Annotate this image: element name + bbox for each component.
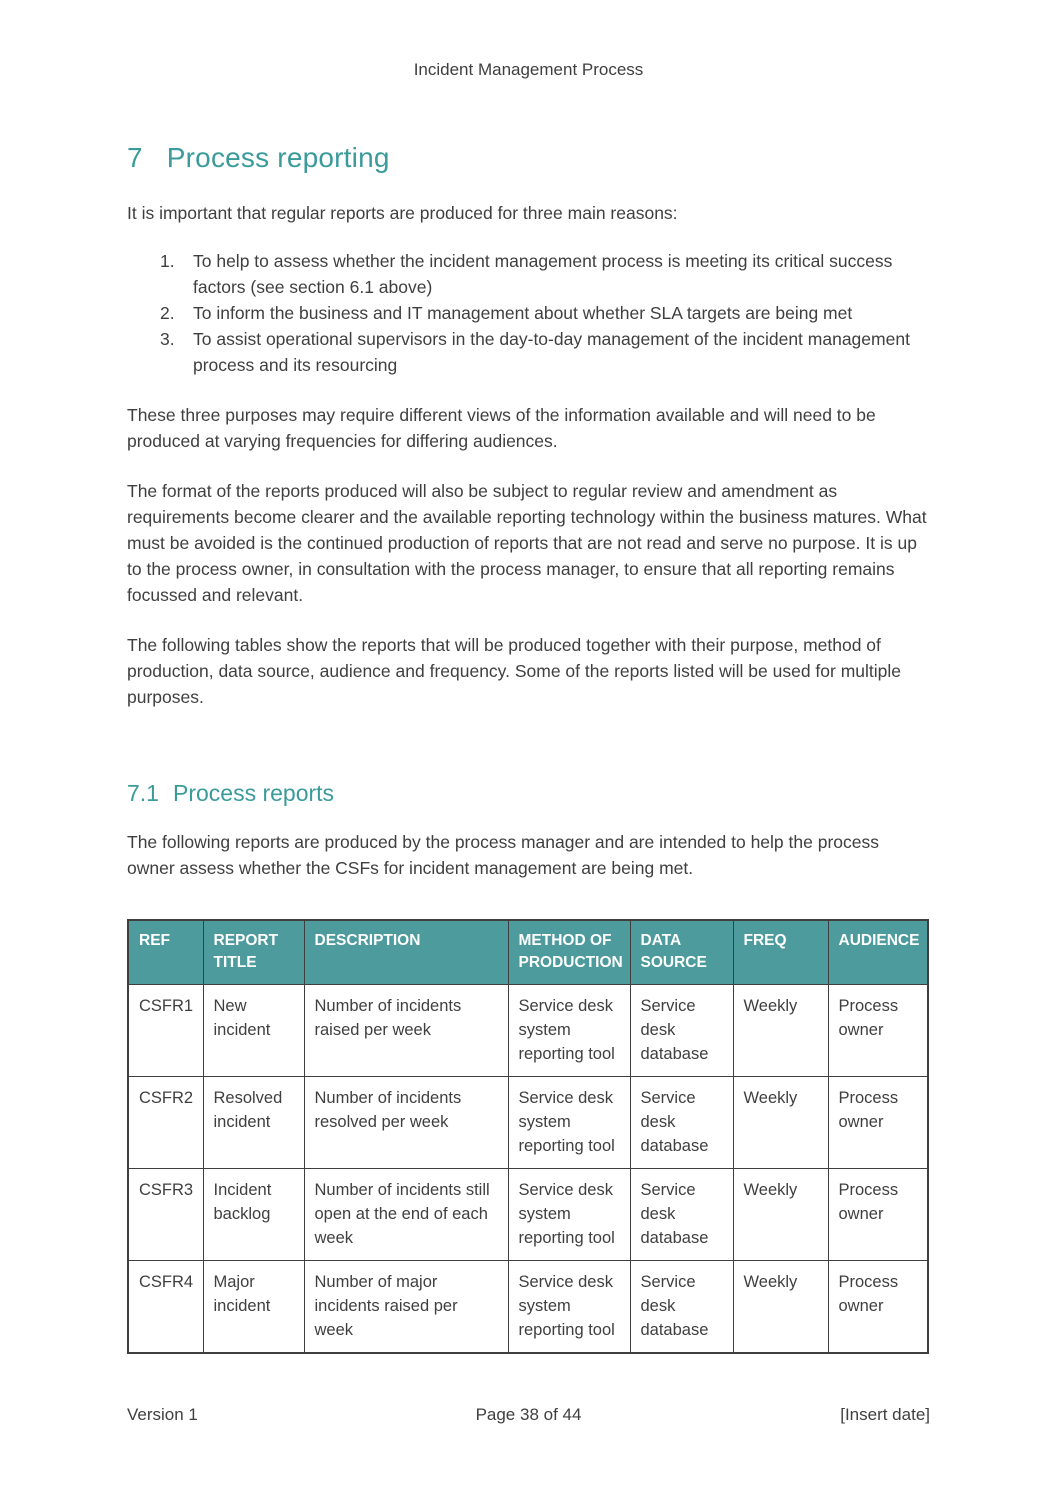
- table-header-cell: AUDIENCE: [828, 920, 928, 985]
- table-cell: Incident backlog: [203, 1169, 304, 1261]
- table-header-cell: FREQ: [733, 920, 828, 985]
- table-cell: Service desk system reporting tool: [508, 1169, 630, 1261]
- table-row: [128, 1169, 928, 1261]
- table-cell: Service desk system reporting tool: [508, 1261, 630, 1354]
- table-cell: Number of incidents resolved per week: [304, 1077, 508, 1169]
- table-row: [128, 1077, 928, 1169]
- table-cell: Major incident: [203, 1261, 304, 1354]
- list-item: [127, 326, 930, 378]
- footer-page-number: Page 38 of 44: [475, 1405, 582, 1424]
- body-paragraph: These three purposes may require different views of the information available and will need to be produced at varying frequencies for differing audiences.: [127, 405, 876, 451]
- body-paragraph: The format of the reports produced will also be subject to regular review and amendment as requirements become clearer and the available reporting technology within the business matures. What must be avoided is the continued production of reports that are not read and serve no purpose. It is up to the process owner, in consultation with the process manager, to ensure that all reporting remains focussed and relevant.: [127, 481, 927, 605]
- subsection-heading: [127, 780, 930, 807]
- document-footer: [127, 1405, 930, 1425]
- list-item: [127, 248, 930, 300]
- table-cell: Weekly: [733, 1077, 828, 1169]
- footer-date-placeholder: [Insert date]: [840, 1405, 930, 1424]
- table-cell: Process owner: [828, 1077, 928, 1169]
- table-cell: CSFR1: [128, 985, 203, 1077]
- table-row: [128, 1261, 928, 1354]
- table-cell: Service desk system reporting tool: [508, 1077, 630, 1169]
- document-header-title: Incident Management Process: [413, 60, 644, 79]
- body-paragraph: The following tables show the reports that will be produced together with their purpose, method of production, data source, audience and frequency. Some of the reports listed will be used for multiple purposes.: [127, 635, 902, 707]
- table-cell: CSFR2: [128, 1077, 203, 1169]
- list-item-text: To help to assess whether the incident management process is meeting its critical success factors (see section 6.1 above): [193, 251, 893, 297]
- table-cell: Process owner: [828, 985, 928, 1077]
- numbered-list: [127, 248, 930, 378]
- section-intro-paragraph: It is important that regular reports are produced for three main reasons:: [127, 203, 678, 223]
- table-cell: Number of incidents raised per week: [304, 985, 508, 1077]
- list-item-number: 2.: [160, 303, 175, 323]
- table-cell: Service desk database: [630, 1169, 733, 1261]
- subsection-intro-paragraph: The following reports are produced by the process manager and are intended to help the process owner assess whether the CSFs for incident management are being met.: [127, 832, 879, 878]
- subsection-title: Process reports: [172, 780, 335, 806]
- list-item-number: 1.: [160, 251, 175, 271]
- table-cell: Weekly: [733, 1169, 828, 1261]
- table-cell: Service desk database: [630, 1261, 733, 1354]
- section-title: Process reporting: [166, 142, 390, 173]
- section-heading: [127, 142, 930, 174]
- footer-version: Version 1: [127, 1405, 198, 1424]
- process-reports-table: [127, 919, 929, 1354]
- list-item-text: To inform the business and IT management about whether SLA targets are being met: [193, 303, 853, 323]
- table-cell: Number of major incidents raised per week: [304, 1261, 508, 1354]
- list-item-number: 3.: [160, 329, 175, 349]
- table-cell: CSFR4: [128, 1261, 203, 1354]
- table-header-cell: REF: [128, 920, 203, 985]
- table-cell: Weekly: [733, 985, 828, 1077]
- table-header-cell: DESCRIPTION: [304, 920, 508, 985]
- table-cell: Service desk system reporting tool: [508, 985, 630, 1077]
- table-header-cell: METHOD OF PRODUCTION: [508, 920, 630, 985]
- subsection-number: 7.1: [127, 780, 159, 806]
- table-cell: Process owner: [828, 1261, 928, 1354]
- table-cell: Resolved incident: [203, 1077, 304, 1169]
- table-cell: Service desk database: [630, 1077, 733, 1169]
- list-item: [127, 300, 930, 326]
- table-header-cell: REPORT TITLE: [203, 920, 304, 985]
- table-row: [128, 985, 928, 1077]
- table-cell: CSFR3: [128, 1169, 203, 1261]
- table-header-row: [128, 920, 928, 985]
- table-cell: Process owner: [828, 1169, 928, 1261]
- section-number: 7: [127, 142, 143, 173]
- table-cell: Service desk database: [630, 985, 733, 1077]
- list-item-text: To assist operational supervisors in the day-to-day management of the incident management process and its resourcing: [193, 329, 910, 375]
- table-header-cell: DATA SOURCE: [630, 920, 733, 985]
- table-cell: New incident: [203, 985, 304, 1077]
- table-cell: Weekly: [733, 1261, 828, 1354]
- table-cell: Number of incidents still open at the end of each week: [304, 1169, 508, 1261]
